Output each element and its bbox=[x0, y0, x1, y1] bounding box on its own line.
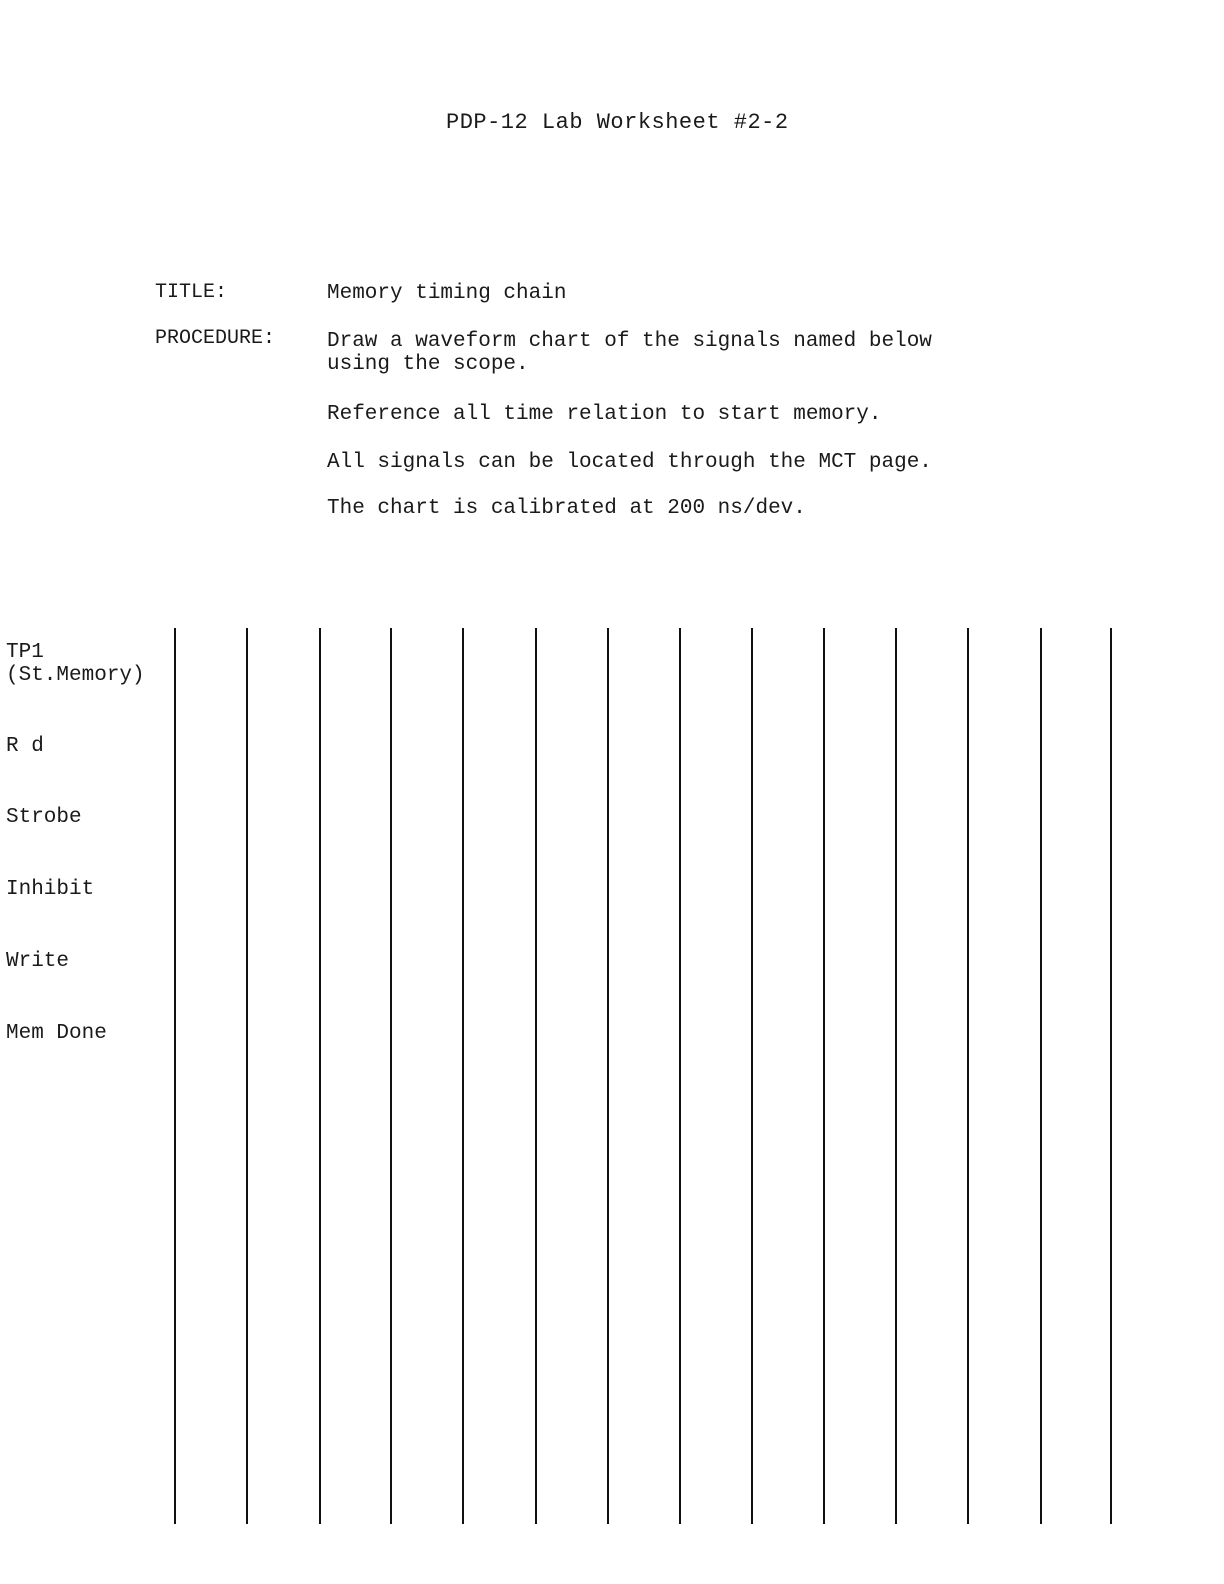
title-value: Memory timing chain bbox=[327, 282, 567, 305]
chart-gridline bbox=[751, 628, 753, 1524]
chart-gridline bbox=[246, 628, 248, 1524]
chart-gridline bbox=[1110, 628, 1112, 1524]
chart-gridline bbox=[967, 628, 969, 1524]
procedure-label: PROCEDURE: bbox=[155, 327, 276, 350]
chart-gridline bbox=[895, 628, 897, 1524]
signal-label-read: R d bbox=[6, 735, 44, 758]
signal-label-write: Write bbox=[6, 950, 70, 973]
worksheet-title: PDP-12 Lab Worksheet #2-2 bbox=[446, 110, 789, 135]
signal-label-strobe: Strobe bbox=[6, 806, 82, 829]
signal-label-tp1: TP1 (St.Memory) bbox=[6, 641, 145, 687]
chart-gridline bbox=[462, 628, 464, 1524]
chart-gridline bbox=[607, 628, 609, 1524]
chart-gridline bbox=[174, 628, 176, 1524]
procedure-step-4: The chart is calibrated at 200 ns/dev. bbox=[327, 497, 806, 520]
chart-gridline bbox=[390, 628, 392, 1524]
chart-gridline bbox=[679, 628, 681, 1524]
chart-gridline bbox=[319, 628, 321, 1524]
chart-gridline bbox=[535, 628, 537, 1524]
procedure-step-2: Reference all time relation to start memory. bbox=[327, 403, 882, 426]
chart-gridline bbox=[823, 628, 825, 1524]
procedure-step-1: Draw a waveform chart of the signals named below using the scope. bbox=[327, 330, 932, 376]
signal-label-inhibit: Inhibit bbox=[6, 878, 95, 901]
signal-label-mem-done: Mem Done bbox=[6, 1022, 107, 1045]
title-label: TITLE: bbox=[155, 281, 228, 304]
procedure-step-3: All signals can be located through the MCT page. bbox=[327, 451, 932, 474]
chart-gridline bbox=[1040, 628, 1042, 1524]
